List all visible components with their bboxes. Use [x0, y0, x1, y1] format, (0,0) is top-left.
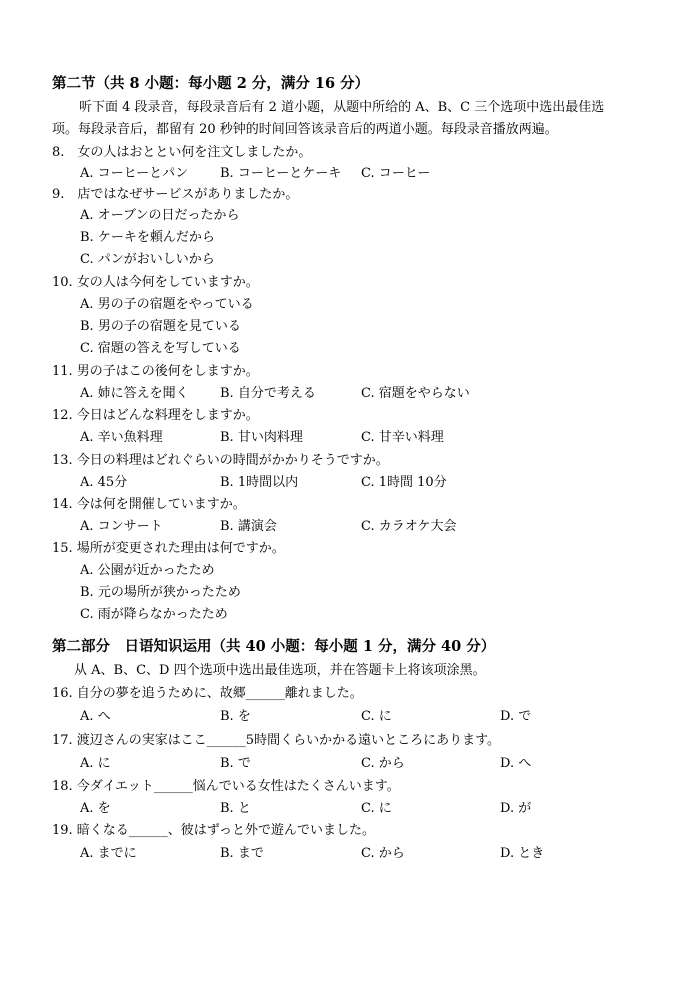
- question-stem: 12. 今日はどんな料理をしますか。: [52, 408, 259, 423]
- answer-option: C. 雨が降らなかったため: [80, 607, 228, 622]
- section-instructions: 听下面 4 段录音，每段录音后有 2 道小题，从题中所给的 A、B、C 三个选项中选出最佳选: [79, 100, 605, 115]
- answer-option: A. 姉に答えを聞く: [80, 386, 189, 401]
- answer-option: A. 辛い魚料理: [80, 430, 163, 445]
- question-stem: 9. 店ではなぜサービスがありましたか。: [52, 187, 299, 202]
- question-stem: 15. 場所が変更された理由は何ですか。: [52, 541, 285, 556]
- answer-option: A. までに: [80, 846, 137, 861]
- answer-option: A. オーブンの日だったから: [80, 208, 240, 223]
- answer-option: A. を: [80, 801, 111, 816]
- answer-option: B. を: [220, 709, 251, 724]
- question-stem: 19. 暗くなる______、彼はずっと外で遊んでいました。: [52, 823, 376, 838]
- question-stem: 16. 自分の夢を追うために、故郷______離れました。: [52, 686, 363, 701]
- answer-option: B. 甘い肉料理: [220, 430, 303, 445]
- answer-option: B. 1時間以内: [220, 475, 299, 490]
- answer-option: B. 元の場所が狭かったため: [80, 585, 241, 600]
- answer-option: C. パンがおいしいから: [80, 252, 215, 267]
- answer-option: B. と: [220, 801, 251, 816]
- question-stem: 11. 男の子はこの後何をしますか。: [52, 364, 259, 379]
- answer-option: C. 宿題の答えを写している: [80, 341, 241, 356]
- answer-option: A. コンサート: [80, 519, 163, 534]
- answer-option: A. 45分: [80, 475, 128, 490]
- question-stem: 14. 今は何を開催していますか。: [52, 497, 246, 512]
- answer-option: C. 甘辛い料理: [361, 430, 444, 445]
- answer-option: B. まで: [220, 846, 264, 861]
- answer-option: A. 公園が近かったため: [80, 563, 215, 578]
- answer-option: A. 男の子の宿題をやっている: [80, 297, 254, 312]
- answer-option: B. 自分で考える: [220, 386, 316, 401]
- question-stem: 18. 今ダイエット______悩んでいる女性はたくさんいます。: [52, 779, 400, 794]
- answer-option: A. に: [80, 756, 111, 771]
- answer-option: B. ケーキを頼んだから: [80, 230, 215, 245]
- question-stem: 17. 渡辺さんの実家はここ______5時間くらいかかる遠いところにあります。: [52, 733, 501, 748]
- answer-option: D. で: [500, 709, 532, 724]
- answer-option: D. へ: [500, 756, 532, 771]
- question-stem: 10. 女の人は今何をしていますか。: [52, 275, 259, 290]
- question-stem: 13. 今日の料理はどれぐらいの時間がかかりそうですか。: [52, 453, 389, 468]
- section-instructions-cont: 项。每段录音后，都留有 20 秒钟的时间回答该录音后的两道小题。每段录音播放两遍。: [52, 122, 558, 137]
- answer-option: C. コーヒー: [361, 166, 431, 181]
- question-stem: 8. 女の人はおととい何を注文しましたか。: [52, 145, 312, 160]
- answer-option: A. コーヒーとパン: [80, 166, 189, 181]
- part-instructions: 从 A、B、C、D 四个选项中选出最佳选项，并在答题卡上将该项涂黑。: [74, 663, 486, 678]
- answer-option: B. 講演会: [220, 519, 277, 534]
- answer-option: C. 宿題をやらない: [361, 386, 470, 401]
- answer-option: B. で: [220, 756, 251, 771]
- answer-option: D. とき: [500, 846, 545, 861]
- answer-option: C. に: [361, 709, 392, 724]
- answer-option: B. 男の子の宿題を見ている: [80, 319, 241, 334]
- answer-option: C. から: [361, 846, 405, 861]
- part-heading: 第二部分 日语知识运用（共 40 小题：每小题 1 分，满分 40 分）: [52, 638, 496, 655]
- section-heading: 第二节（共 8 小题：每小题 2 分，满分 16 分）: [52, 75, 370, 92]
- answer-option: C. カラオケ大会: [361, 519, 457, 534]
- answer-option: C. に: [361, 801, 392, 816]
- answer-option: C. 1時間 10分: [361, 475, 447, 490]
- answer-option: B. コーヒーとケーキ: [220, 166, 342, 181]
- answer-option: A. へ: [80, 709, 111, 724]
- answer-option: D. が: [500, 801, 532, 816]
- answer-option: C. から: [361, 756, 405, 771]
